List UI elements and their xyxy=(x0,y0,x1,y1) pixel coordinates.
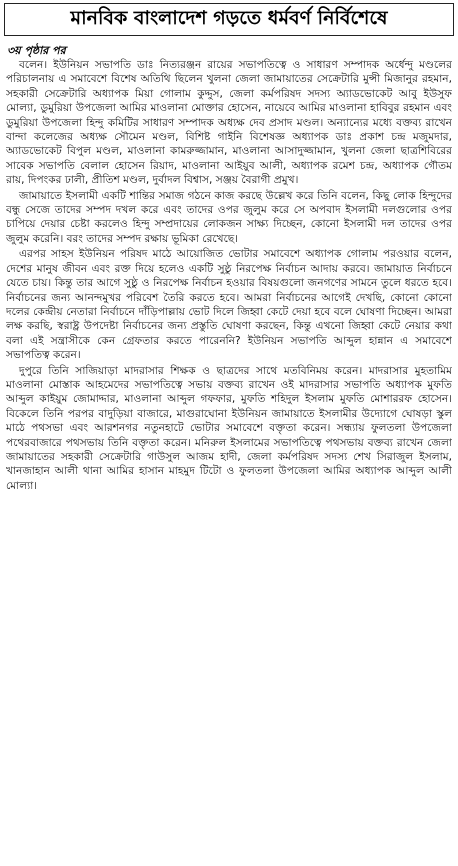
paragraph: এরপর সাহস ইউনিয়ন পরিষদ মাঠে আয়োজিত ভোটার সমাবেশে অধ্যাপক গোলাম পরওয়ার বলেন, দেশের মানুষ জীবন এবং রক্ত দিয়ে হলেও একটি সুষ্ঠু নিরপেক্ষ নির্বাচন আদায় করবে। জামায়াত নির্বাচনে যেতে চায়। কিন্তু তার আগে সুষ্ঠু ও নিরপেক্ষ নির্বাচন হওয়ার বিষয়গুলো জনগণের সামনে তুলে ধরতে হবে। নির্বাচনের জন্য আনন্দমুখর পরিবেশ তৈরি করতে হবে। আমরা নির্বাচনের আগেই দেখছি, কোনো কোনো দলের কেন্দ্রীয় নেতারা নির্বাচনে দাঁড়িপাল্লায় ভোট দিলে জিহ্বা কেটে দেয়া হবে বলে ঘোষণা দিচ্ছেন। আমরা লক্ষ করছি, স্বরাষ্ট্র উপদেষ্টা নির্বাচনের জন্য প্রস্তুতি ঘোষণা করছেন, কিন্তু এখনো জিহ্বা কেটে নেয়ার কথা বলা এই সন্ত্রাসীকে কেন গ্রেফতার করতে পারেননি? ইউনিয়ন সভাপতি আব্দুল হান্নান এ সমাবেশে সভাপতিত্ব করেন। xyxy=(6,248,452,362)
headline-box xyxy=(4,3,454,36)
headline: মানবিক বাংলাদেশ গড়তে ধর্মবর্ণ নির্বিশেষে xyxy=(70,6,388,29)
paragraph: দুপুরে তিনি সাজিয়াড়া মাদরাসার শিক্ষক ও ছাত্রদের সাথে মতবিনিময় করেন। মাদরাসার মুহতামিম মাওলানা মোস্তাক আহমেদের সভাপতিত্বে সভায় বক্তব্য রাখেন ওই মাদরাসার সভাপতি অধ্যাপক মুফতি আব্দুল কাইয়ুম জোমাদ্দার, মাওলানা আব্দুল গফফার, মুফতি শহিদুল ইসলাম মুফতি মোশাররফ হোসেন। বিকেলে তিনি পরপর বাদুড়িয়া বাজারে, মাগুরাঘোনা ইউনিয়ন জামায়াতে ইসলামীর উদ্যোগে ঘোষড়া স্কুল মাঠে পথসভা এবং আরশনগর নতুনহাটে ভোটার সমাবেশে বক্তৃতা করেন। সন্ধ্যায় ফুলতলা উপজেলা পথেরবাজারে পথসভায় তিনি বক্তৃতা করেন। মনিরুল ইসলামের সভাপতিত্বে পথসভায় বক্তব্য রাখেন জেলা জামায়াতের সহকারী সেক্রেটারি গাউসুল আজম হাদী, জেলা কর্মপরিষদ সদস্য শেখ সিরাজুল ইসলাম, খানজাহান আলী থানা আমির হাসান মাহমুদ টিটো ও ফুলতলা উপজেলা আমির অধ্যাপক আব্দুল আলী মোল্যা। xyxy=(6,364,452,492)
article-body xyxy=(6,58,452,864)
paragraph: বলেন। ইউনিয়ন সভাপতি ডাঃ নিত্যরঞ্জন রায়ের সভাপতিত্বে ও সাধারণ সম্পাদক অর্ধেন্দু মণ্ডলের পরিচালনায় এ সমাবেশে বিশেষ অতিথি ছিলেন খুলনা জেলা জামায়াতের সেক্রেটারি মুন্সী মিজানুর রহমান, সহকারী সেক্রেটারি অধ্যাপক মিয়া গোলাম কুদ্দুস, জেলা কর্মপরিষদ সদস্য অ্যাডভোকেট আবু ইউসুফ মোল্যা, ডুমুরিয়া উপজেলা আমির মাওলানা মোক্তার হোসেন, নায়েবে আমির মাওলানা হাবিবুর রহমান এবং ডুমুরিয়া উপজেলা হিন্দু কমিটির সাধারণ সম্পাদক অধ্যক্ষ দেব প্রসাদ মণ্ডল। অন্যান্যের মধ্যে বক্তব্য রাখেন বান্দা কলেজের অধ্যক্ষ সৌমেন মণ্ডল, বিশিষ্ট গাইনি বিশেষজ্ঞ অধ্যাপক ডাঃ প্রকাশ চন্দ্র মজুমদার, অ্যাডভোকেট বিপুল মণ্ডল, মাওলানা কামরুজ্জামান, মাওলানা আসাদুজ্জামান, খুলনা জেলা ছাত্রশিবিরের সাবেক সভাপতি বেলাল হোসেন রিয়াদ, মাওলানা আইয়ুব আলী, অধ্যাপক রমেশ চন্দ্র, অধ্যাপক গৌতম রায়, দিপংকর ঢালী, প্রীতিশ মণ্ডল, দুর্বাদল বিশ্বাস, সঞ্জয় বৈরাগী প্রমুখ। xyxy=(6,59,452,187)
paragraph: জামায়াতে ইসলামী একটি শান্তির সমাজ গঠনে কাজ করছে উল্লেখ করে তিনি বলেন, কিছু লোক হিন্দুদের বন্ধু সেজে তাদের সম্পদ দখল করে এবং তাদের ওপর জুলুম করে সে অপবাদ ইসলামী দলগুলোর ওপর চাপিয়ে দেয়ার চেষ্টা করলেও হিন্দু সম্প্রদায়ের লোকজন সাক্ষ্য দিচ্ছেন, কোনো ইসলামী দল তাদের ওপর জুলুম করেনি। বরং তাদের সম্পদ রক্ষায় ভূমিকা রেখেছে। xyxy=(6,189,452,245)
continued-from-label: ৩য় পৃষ্ঠার পর xyxy=(7,44,66,57)
